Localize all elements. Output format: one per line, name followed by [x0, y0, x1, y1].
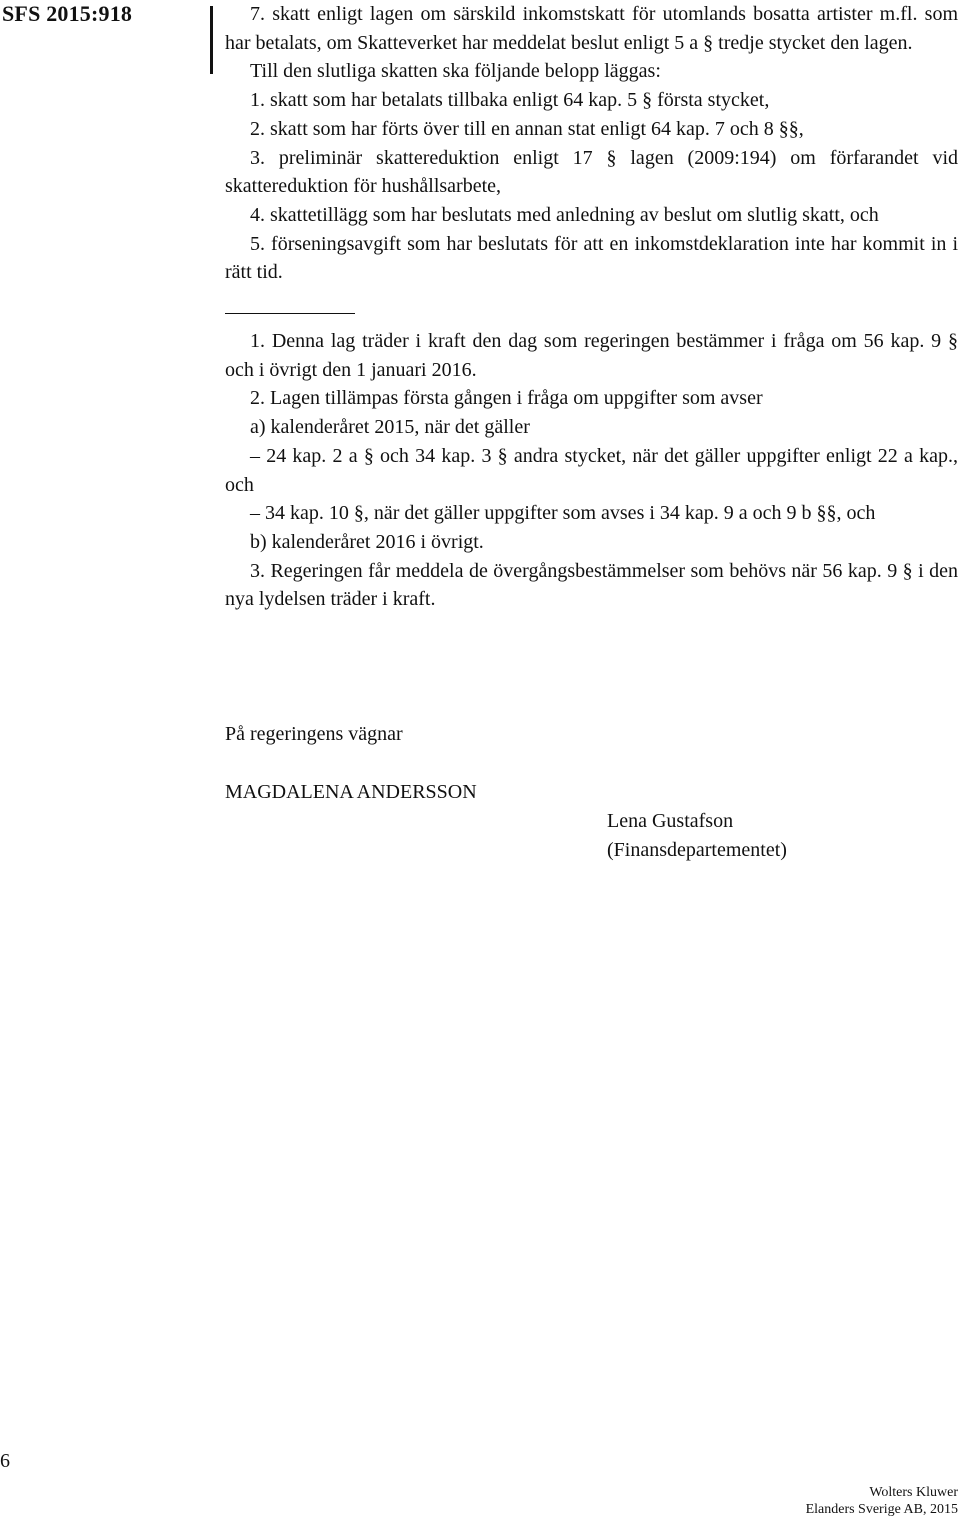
signature-block: [225, 720, 403, 749]
minister-name: MAGDALENA ANDERSSON: [225, 781, 477, 803]
publisher-info: [806, 1484, 958, 1518]
transitional-dash-item: – 24 kap. 2 a § och 34 kap. 3 § andra stycket, när det gäller uppgifter enligt 22 a kap., och: [225, 444, 958, 496]
transitional-dash-item: – 34 kap. 10 §, när det gäller uppgifter som avses i 34 kap. 9 a och 9 b §§, och: [250, 502, 876, 525]
transitional-subitem: b) kalenderåret 2016 i övrigt.: [250, 530, 484, 553]
list-item: 2. skatt som har förts över till en annan stat enligt 64 kap. 7 och 8 §§,: [250, 117, 804, 140]
transitional-provision: 2. Lagen tillämpas första gången i fråga om uppgifter som avser: [250, 387, 763, 410]
sfs-number: SFS 2015:918: [2, 1, 133, 26]
paragraph-intro: Till den slutliga skatten ska följande belopp läggas:: [250, 60, 661, 83]
transitional-subitem: a) kalenderåret 2015, när det gäller: [250, 416, 530, 439]
paragraph-item-7: 7. skatt enligt lagen om särskild inkomstskatt för utomlands bosatta artister m.fl. som har betalats, om Skatteverket har meddelat beslut enligt 5 a § tredje stycket den lagen.: [225, 3, 958, 54]
publisher-line: Wolters Kluwer: [869, 1485, 958, 1500]
official-signature: [607, 807, 787, 864]
list-item: 4. skattetillägg som har beslutats med anledning av beslut om slutlig skatt, och: [250, 203, 879, 226]
page-number: 6: [0, 1450, 10, 1472]
official-department: (Finansdepartementet): [607, 838, 787, 861]
transitional-provision: 1. Denna lag träder i kraft den dag som regeringen bestämmer i fråga om 56 kap. 9 § och i övrigt den 1 januari 2016.: [225, 330, 958, 381]
transitional-provision: 3. Regeringen får meddela de övergångsbestämmelser som behövs när 56 kap. 9 § i den nya lydelsen träder i kraft.: [225, 559, 958, 611]
document-body: [225, 0, 958, 614]
printer-line: Elanders Sverige AB, 2015: [805, 1502, 958, 1517]
list-item: 5. förseningsavgift som har beslutats för att en inkomstdeklaration inte har kommit in i rätt tid.: [225, 232, 958, 284]
list-item: 3. preliminär skattereduktion enligt 17 § lagen (2009:194) om förfarandet vid skattereduktion för hushållsarbete,: [225, 146, 958, 198]
list-item: 1. skatt som har betalats tillbaka enligt 64 kap. 5 § första stycket,: [250, 89, 770, 112]
section-divider: [225, 313, 355, 314]
official-name: Lena Gustafson: [607, 810, 734, 832]
change-bar: [210, 6, 213, 74]
on-behalf-line: På regeringens vägnar: [225, 723, 403, 745]
